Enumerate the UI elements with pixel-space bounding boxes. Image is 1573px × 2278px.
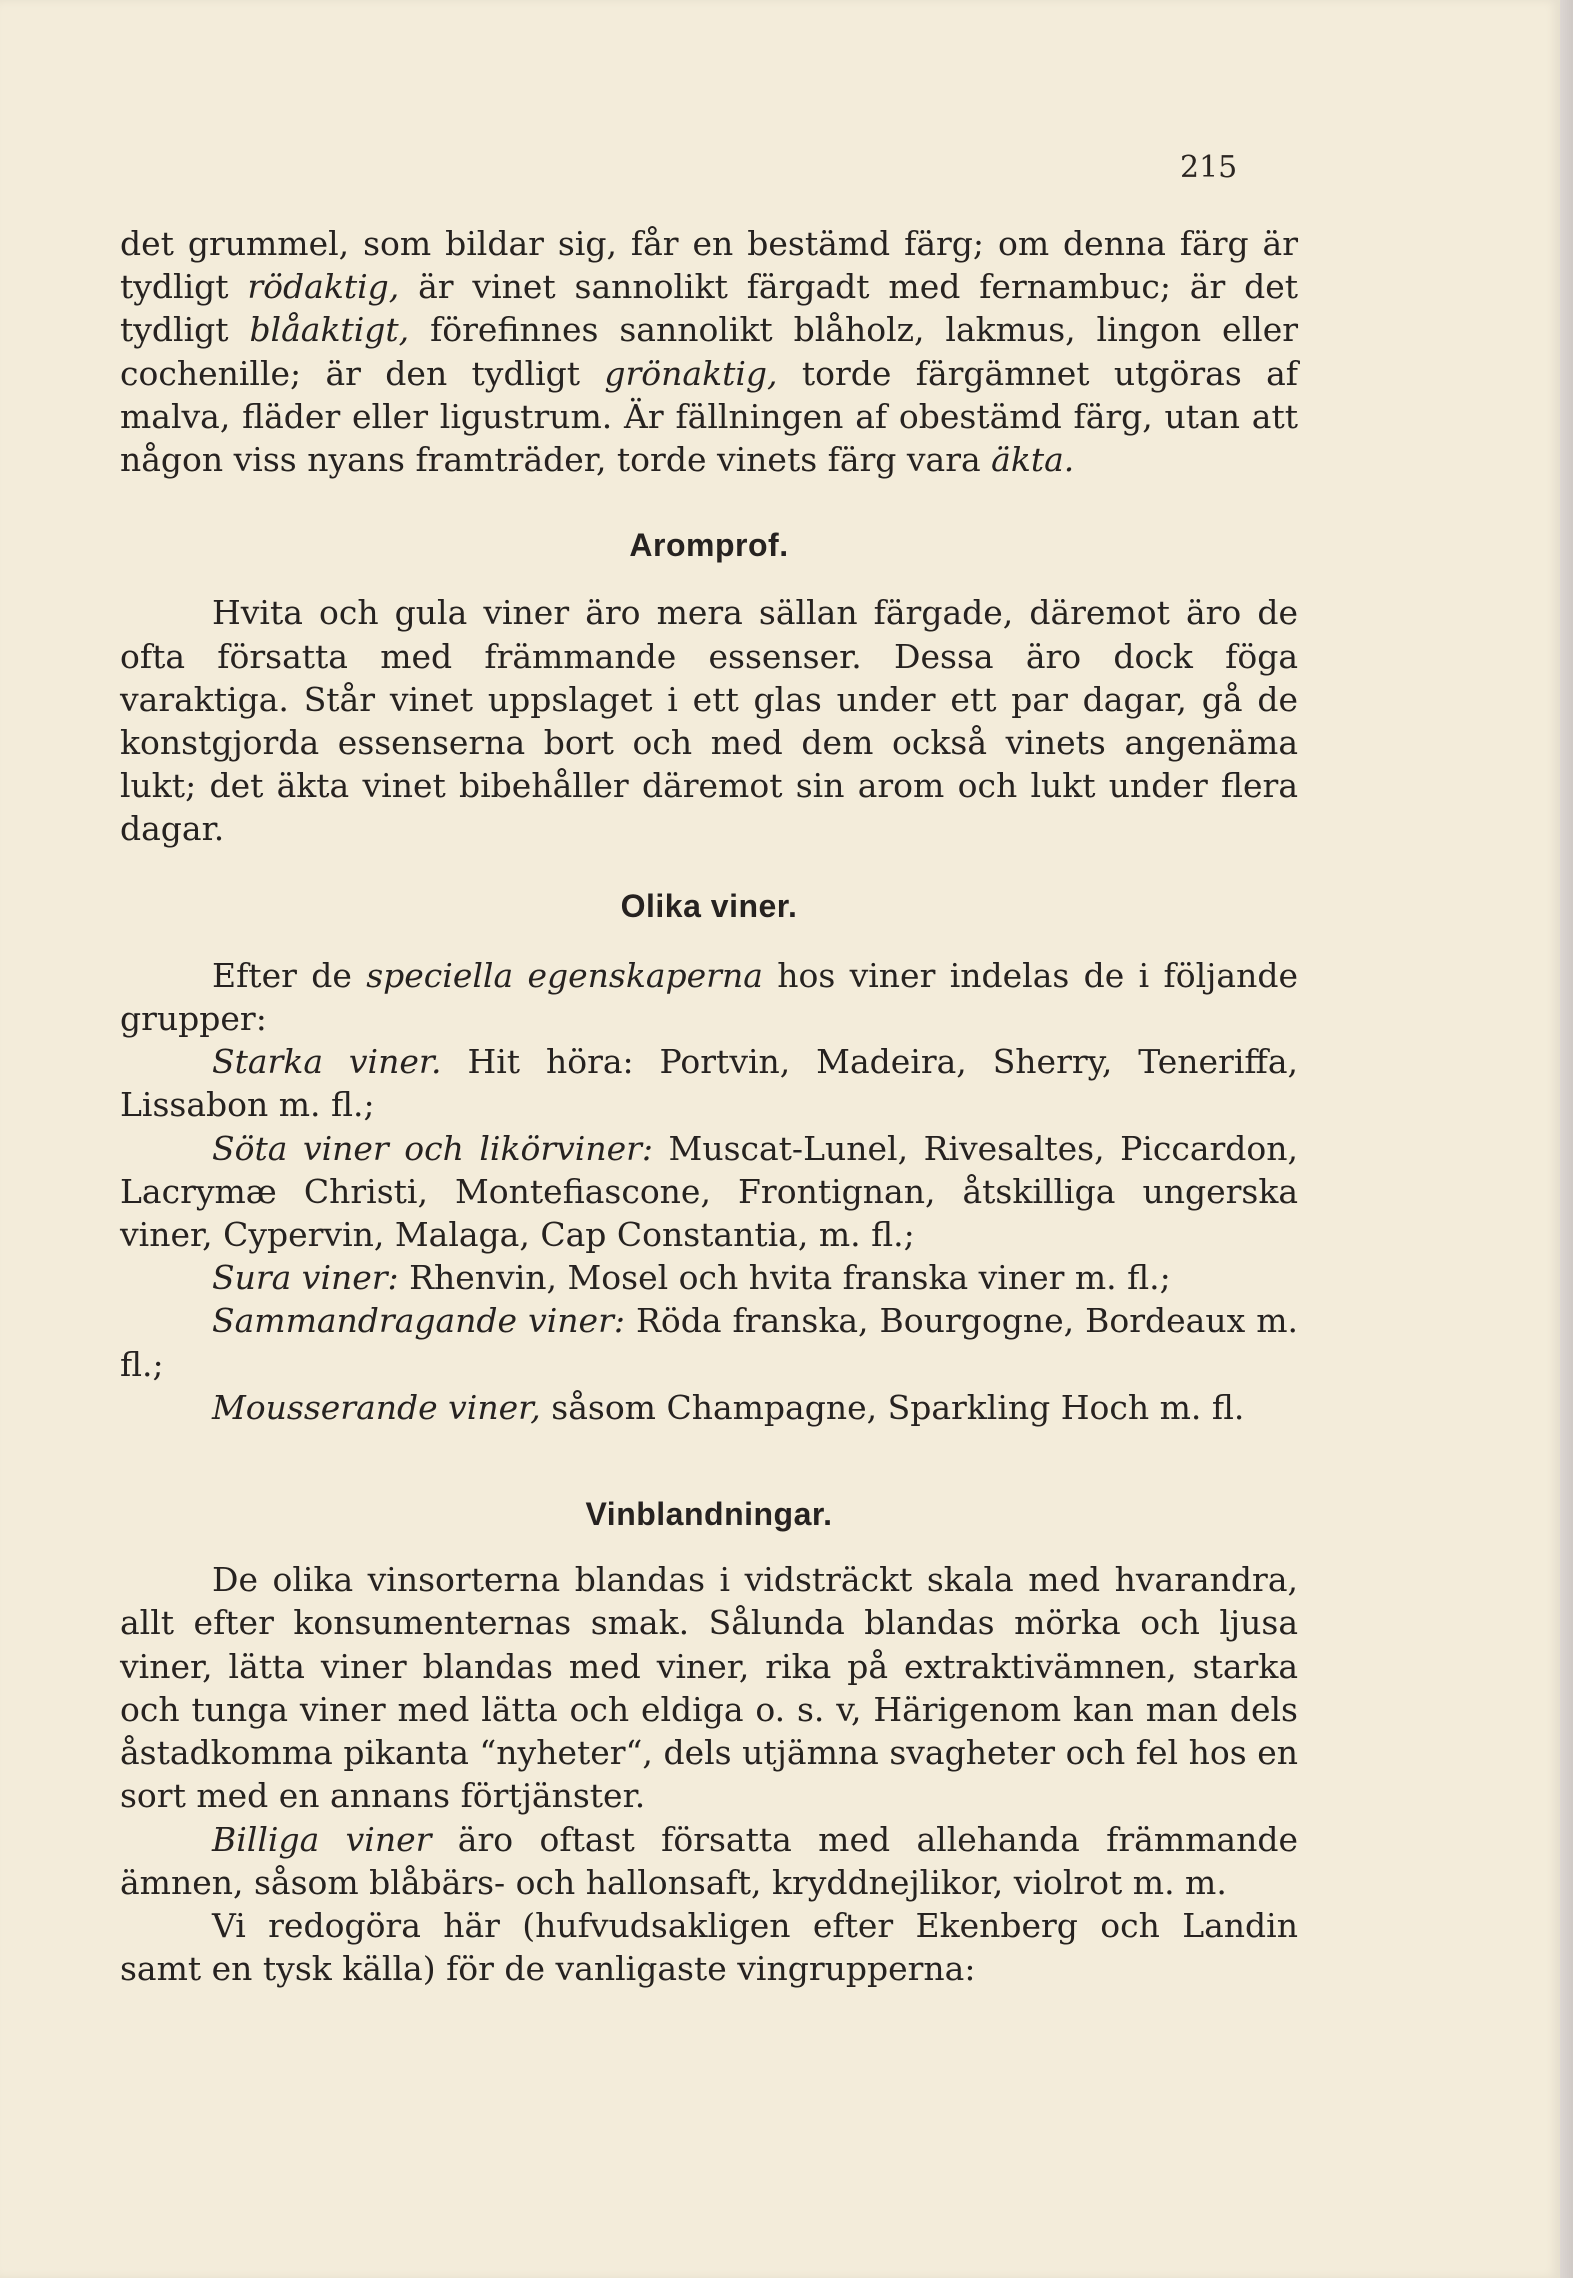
wine-group-text: Röda franska, Bourgogne, Bordeaux m. fl.; [120, 1301, 1298, 1384]
wine-group-name: Sura viner: [212, 1258, 399, 1298]
paragraph-cheap-wines [120, 1818, 1298, 1904]
paragraph-color-test [120, 222, 1298, 481]
page-content [120, 222, 1298, 1990]
wine-group-item [120, 1256, 1298, 1299]
wine-group-text: Rhenvin, Mosel och hvita franska viner m. fl.; [398, 1258, 1171, 1298]
text-run: Efter de [212, 955, 367, 995]
text-run: torde färgämnet utgöras af malva, fläder eller ligustrum. Är fällningen af obestämd färg, utan att någon viss nyans framträder, torde vinets färg vara [120, 353, 1298, 480]
paragraph-aromprof: Hvita och gula viner äro mera sällan färgade, däremot äro de ofta försatta med främmande essenser. Dessa äro dock föga varaktiga. Står vinet uppslaget i ett glas under ett par dagar, gå de konstgjorda essenserna bort och med dem också vinets angenäma lukt; det äkta vinet bibehåller däremot sin arom och lukt under flera dagar. [120, 593, 1298, 849]
text-run: förefinnes sannolikt blåholz, lakmus, lingon eller cochenille; är den tydligt [120, 310, 1298, 393]
italic-term: Billiga viner [212, 1819, 432, 1859]
paragraph-intro-groups [120, 954, 1298, 1040]
wine-group-name: Starka viner. [212, 1042, 442, 1082]
wine-group-item [120, 1299, 1298, 1385]
page-number: 215 [1180, 150, 1238, 185]
text-run: det grummel, som bildar sig, får en bestämd färg; om denna färg är tydligt [120, 224, 1298, 307]
wine-group-name: Sammandragande viner: [212, 1301, 625, 1341]
paragraph-blending: De olika vinsorterna blandas i vidsträckt skala med hvarandra, allt efter konsumenternas smak. Sålunda blandas mörka och ljusa viner, lätta viner blandas med viner, rika på extraktivämnen, starka och tunga viner med lätta och eldiga o. s. v, Härigenom kan man dels åstadkomma pikanta “nyheter“, dels utjämna svagheter och fel hos en sort med en annans förtjänster. [120, 1560, 1298, 1816]
text-run: är vinet sannolikt färgadt med fernambuc; är det tydligt [120, 267, 1299, 350]
section-heading-aromprof: Aromprof. [629, 527, 789, 564]
wine-group-name: Söta viner och likörviner: [212, 1128, 653, 1168]
italic-term: blåaktigt, [249, 310, 410, 350]
wine-group-text: Hit höra: Portvin, Madeira, Sherry, Teneriffa, Lissabon m. fl.; [120, 1042, 1298, 1125]
wine-group-item [120, 1386, 1298, 1429]
wine-group-text: Muscat-Lunel, Rivesaltes, Piccardon, Lacrymæ Christi, Montefiascone, Frontignan, åtskilliga ungerska viner, Cypervin, Malaga, Cap Constantia, m. fl.; [120, 1128, 1299, 1255]
paragraph-sources: Vi redogöra här (hufvudsakligen efter Ekenberg och Landin samt en tysk källa) för de vanligaste vingrupperna: [120, 1905, 1298, 1989]
italic-term: grönaktig, [604, 353, 778, 393]
italic-term: äkta. [991, 440, 1075, 480]
wine-group-name: Mousserande viner, [212, 1387, 541, 1427]
wine-group-item [120, 1040, 1298, 1126]
italic-term: speciella egenskaperna [366, 955, 763, 995]
text-run: hos viner indelas de i följande grupper: [120, 955, 1298, 1039]
wine-group-item [120, 1127, 1298, 1257]
section-heading-vinblandningar: Vinblandningar. [585, 1496, 833, 1533]
italic-term: rödaktig, [247, 267, 400, 307]
wine-group-text: såsom Champagne, Sparkling Hoch m. fl. [540, 1387, 1245, 1427]
section-heading-olika-viner: Olika viner. [620, 887, 798, 924]
text-run: äro oftast försatta med allehanda främmande ämnen, såsom blåbärs- och hallonsaft, kryddnejlikor, violrot m. m. [120, 1819, 1299, 1902]
page-edge [1560, 0, 1573, 2278]
